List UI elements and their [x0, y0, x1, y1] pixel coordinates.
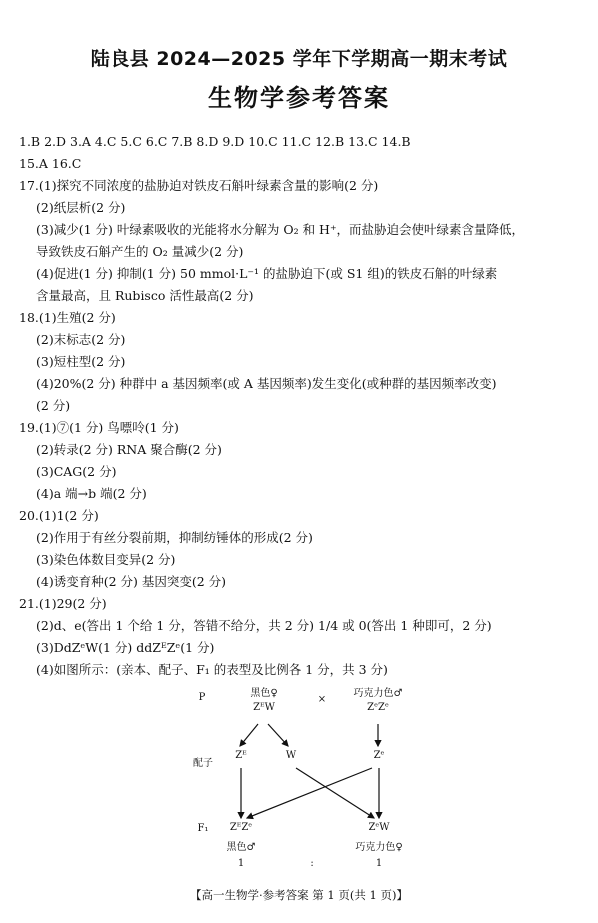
gamete-ze-lower: Zᵉ [373, 750, 385, 761]
q21-part4: (4)如图所示：(亲本、配子、F₁ 的表型及比例各 1 分，共 3 分) [36, 662, 388, 677]
arrow-parent-to-gamete-w [268, 724, 288, 746]
ratio-separator: : [310, 858, 314, 869]
q18-part4b: (2 分) [36, 398, 71, 413]
choice-answers-line1: 1.B 2.D 3.A 4.C 5.C 6.C 7.B 8.D 9.D 10.C 11.C 12.B 13.C 14.B [19, 134, 411, 149]
q18-part3: (3)短柱型(2 分) [36, 354, 126, 369]
f1-male-phenotype: 黑色♂ [226, 842, 256, 853]
choice-answers-line2: 15.A 16.C [19, 156, 82, 171]
genetic-cross-diagram [0, 680, 598, 880]
arrow-parent-to-gamete-ze [240, 724, 258, 746]
exam-title: 陆良县 2024—2025 学年下学期高一期末考试 [90, 48, 508, 70]
q21-part1: 21.(1)29(2 分) [19, 596, 107, 611]
arrow-ze-lower-to-f1-left [247, 768, 372, 818]
page-footer: 【高一生物学·参考答案 第 1 页(共 1 页)】 [189, 888, 409, 902]
ratio-right: 1 [375, 858, 383, 869]
q18-part4a: (4)20%(2 分) 种群中 a 基因频率(或 A 基因频率)发生变化(或种群的基因频率改变) [36, 376, 497, 391]
parent-male-phenotype: 巧克力色♂ [353, 688, 403, 699]
answer-key-title: 生物学参考答案 [208, 84, 390, 112]
q18-part2: (2)末标志(2 分) [36, 332, 126, 347]
q17-part2: (2)纸层析(2 分) [36, 200, 126, 215]
parent-female-genotype: ZᴱW [253, 702, 275, 713]
q21-part2: (2)d、e(答出 1 个给 1 分，答错不给分，共 2 分) 1/4 或 0(答出 1 种即可，2 分) [36, 618, 492, 633]
label-f1: F₁ [197, 823, 209, 834]
q17-part3b: 导致铁皮石斛产生的 O₂ 量减少(2 分) [36, 244, 244, 259]
f1-female-genotype: ZᵉW [368, 822, 390, 833]
parent-male-genotype: ZᵉZᵉ [367, 702, 389, 713]
q17-part4b: 含量最高，且 Rubisco 活性最高(2 分) [36, 288, 254, 303]
gamete-ze: Zᴱ [235, 750, 247, 761]
q17-part4a: (4)促进(1 分) 抑制(1 分) 50 mmol·L⁻¹ 的盐胁迫下(或 S1 组)的铁皮石斛的叶绿素 [36, 266, 498, 281]
cross-symbol: × [317, 694, 327, 705]
q20-part4: (4)诱变育种(2 分) 基因突变(2 分) [36, 574, 227, 589]
f1-male-genotype: ZᴱZᵉ [229, 822, 253, 833]
q19-part1: 19.(1)⑦(1 分) 鸟嘌呤(1 分) [19, 420, 179, 435]
arrow-w-to-f1-right [296, 768, 374, 818]
q20-part3: (3)染色体数目变异(2 分) [36, 552, 176, 567]
q19-part3: (3)CAG(2 分) [36, 464, 117, 479]
parent-female-phenotype: 黑色♀ [250, 688, 278, 699]
label-parental: P [198, 692, 206, 703]
q17-part1: 17.(1)探究不同浓度的盐胁迫对铁皮石斛叶绿素含量的影响(2 分) [19, 178, 379, 193]
q17-part3a: (3)减少(1 分) 叶绿素吸收的光能将水分解为 O₂ 和 H⁺，而盐胁迫会使叶绿素含量降低， [36, 222, 525, 237]
q19-part2: (2)转录(2 分) RNA 聚合酶(2 分) [36, 442, 222, 457]
q20-part1: 20.(1)1(2 分) [19, 508, 99, 523]
gamete-w: W [285, 750, 297, 761]
q21-part3: (3)DdZᵉW(1 分) ddZᴱZᵉ(1 分) [36, 640, 215, 655]
ratio-left: 1 [237, 858, 245, 869]
q19-part4: (4)a 端→b 端(2 分) [36, 486, 147, 501]
q20-part2: (2)作用于有丝分裂前期，抑制纺锤体的形成(2 分) [36, 530, 313, 545]
q18-part1: 18.(1)生殖(2 分) [19, 310, 116, 325]
cross-diagram-lines [0, 680, 598, 880]
label-gametes: 配子 [193, 758, 213, 769]
f1-female-phenotype: 巧克力色♀ [355, 842, 403, 853]
